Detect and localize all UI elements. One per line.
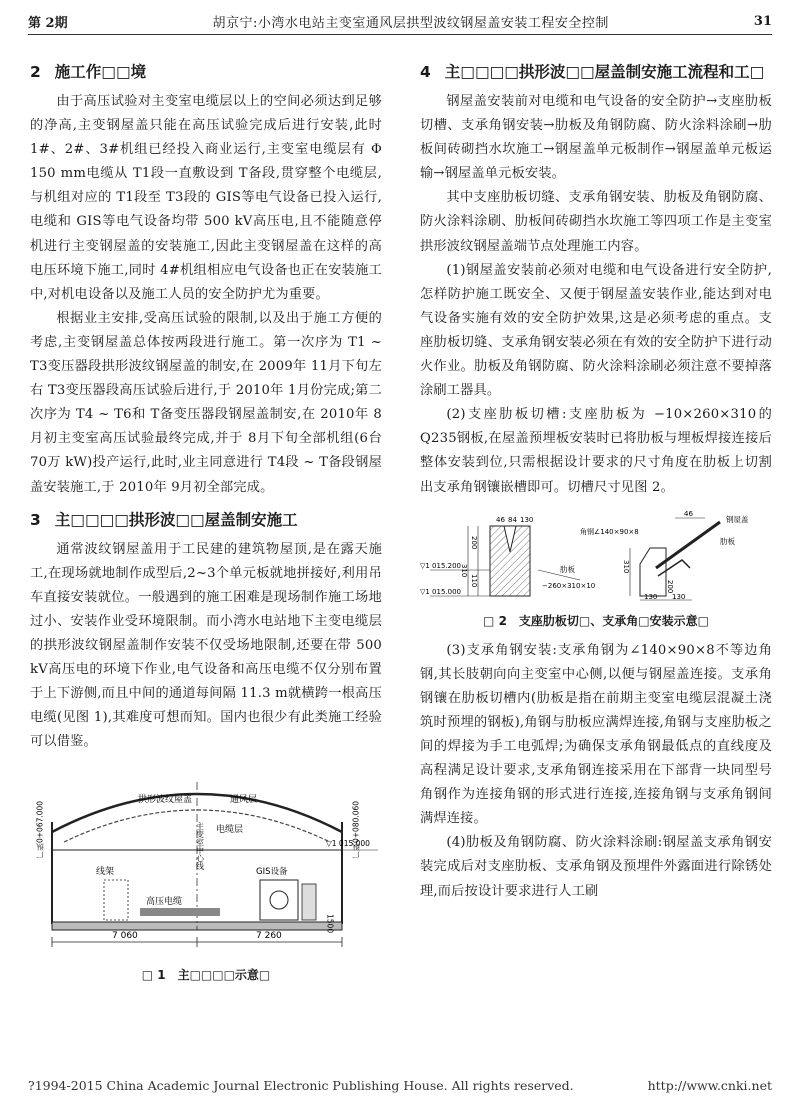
dim-110: 110 — [470, 573, 478, 587]
paragraph: (4)肋板及角钢防腐、防火涂料涂刷:钢屋盖支承角钢安装完成后对支座肋板、支承角钢及预埋件外露面进行除锈处理,而后按设计要求进行人工刷 — [420, 835, 772, 899]
figure-2-drawing — [420, 508, 772, 604]
dim-310b: 310 — [622, 559, 630, 573]
section-title: 施工作□□境 — [54, 63, 147, 81]
figure-1-caption: □ 1 主□□□□示意□ — [141, 968, 271, 983]
section-number: 4 — [420, 63, 431, 81]
label-elev-top: ▽1 015.000 — [326, 839, 370, 849]
figure-1 — [30, 762, 382, 983]
label-gis: GIS设备 — [256, 867, 288, 878]
label-rib-spec: −260×310×10 — [542, 581, 596, 590]
running-title: 胡京宁:小湾水电站主变室通风层拱型波纹钢屋盖安装工程安全控制 — [212, 15, 609, 31]
page-footer — [28, 1078, 772, 1093]
section-2-heading — [30, 60, 382, 84]
section-title: 主□□□□拱形波□□屋盖制安施工流程和工□ — [444, 63, 765, 81]
dim-46b: 46 — [684, 509, 693, 518]
elev-1015000: ▽1 015.000 — [420, 587, 462, 596]
section-3-heading — [30, 508, 382, 532]
paragraph: (3)支承角钢安装:支承角钢为∠140×90×8不等边角钢,其长肢朝向向主变室中心侧,以便与钢屋盖连接。支承角钢镶在肋板切槽内(肋板是指在前期主变室电缆层混凝土浇筑时预埋的钢板),角钢与肋板应满焊连接,角钢与支座肋板之间的焊接为手工电弧焊;为确保支承角钢最低点的直线度及高程满足设计要求,支承角钢连接采用在下部背一块同型号角钢作为连接角钢的形式进行连接,连接角钢与支承角钢间满焊连接。 — [420, 642, 772, 827]
dim-200: 200 — [470, 535, 478, 549]
section-number: 3 — [30, 510, 41, 529]
dim-130: 130 — [520, 515, 534, 524]
label-rib: 肋板 — [560, 564, 575, 574]
label-rack: 线架 — [96, 867, 115, 878]
left-column — [30, 54, 382, 993]
label-elev-left: 厂纵0+067.000 — [35, 801, 45, 859]
label-rib2: 肋板 — [720, 536, 735, 546]
dim-200b: 200 — [666, 579, 674, 593]
figure-1-drawing — [30, 762, 382, 958]
dim-130a: 130 — [644, 592, 658, 601]
right-column — [420, 54, 772, 904]
label-axis: 主变室中心线 — [195, 822, 205, 871]
label-elev-right: 厂纵0+080.060 — [351, 801, 361, 859]
paragraph: 其中支座肋板切缝、支承角钢安装、肋板及角钢防腐、防火涂料涂刷、肋板间砖砌挡水坎施工等四项工作是主变室拱形波纹钢屋盖端节点处理施工内容。 — [420, 190, 772, 254]
label-hv-cable: 高压电缆 — [146, 897, 183, 908]
label-angle: 角钢∠140×90×8 — [580, 527, 639, 536]
page-number: 31 — [753, 13, 772, 29]
section-4-heading — [420, 60, 772, 84]
figure-2 — [420, 508, 772, 629]
paragraph: 由于高压试验对主变室电缆层以上的空间必须达到足够的净高,主变钢屋盖只能在高压试验完成后进行安装,此时 1#、2#、3#机组已经投入商业运行,主变室电缆层有 Φ 150 mm电缆从 T1段一直敷设到 T备段,贯穿整个电缆层,与机组对应的 T1段至 T3段的 GIS等电气设备已投入运行,电缆和 GIS等电气设备均带 500 kV高压电,且不能随意停机进行主变钢屋盖的安装施工,因此主变钢屋盖在这样的高电压环境下施工,同时 4#机组相应电气设备也正在安装施工中,对机电设备以及施工人员的安全防护尤为重要。 — [30, 94, 382, 302]
paragraph: 钢屋盖安装前对电缆和电气设备的安全防护→支座肋板切槽、支承角钢安装→肋板及角钢防腐、防火涂料涂刷→肋板间砖砌挡水坎施工→钢屋盖单元板制作→钢屋盖单元板运输→钢屋盖单元板安装。 — [420, 94, 772, 182]
section-number: 2 — [30, 63, 41, 81]
figure-2-caption: □ 2 支座肋板切□、支承角□安装示意□ — [483, 613, 709, 628]
label-roof: 钢屋盖 — [726, 514, 749, 524]
label-dim-left: 7 060 — [112, 931, 138, 942]
section-title: 主□□□□拱形波□□屋盖制安施工 — [54, 510, 298, 529]
issue-number: 第 2期 — [28, 15, 68, 31]
paragraph: (1)钢屋盖安装前必须对电缆和电气设备进行安全防护,怎样防护施工既安全、又便于钢屋盖安装作业,能达到对电气设备实施有效的安全防护效果,这是必须考虑的重点。支座肋板切缝、支承角钢安装必须在有效的安全防护下进行动火作业。肋板及角钢防腐、防火涂料涂刷必须注意不要掉落涂刷工器具。 — [420, 262, 772, 399]
label-roof: 拱形波纹屋盖 — [138, 795, 193, 806]
label-dim-h: 1500 — [325, 914, 335, 934]
site-url: http://www.cnki.net — [647, 1078, 772, 1093]
dim-310: 310 — [460, 563, 468, 577]
dim-84: 84 — [508, 515, 517, 524]
copyright-notice: ?1994-2015 China Academic Journal Electronic Publishing House. All rights reserved. — [28, 1078, 574, 1093]
label-dim-right: 7 260 — [256, 931, 282, 942]
paragraph: (2)支座肋板切槽:支座肋板为 −10×260×310的 Q235钢板,在屋盖预埋板安装时已将肋板与埋板焊接连接后整体安装到位,只需根据设计要求的尺寸角度在肋板上切割出支承角钢镶嵌槽即可。切槽尺寸见图 2。 — [420, 407, 772, 495]
page-header — [28, 8, 772, 35]
label-cable-layer: 电缆层 — [216, 825, 244, 836]
label-vent: 通风层 — [230, 795, 258, 806]
dim-130b: 130 — [672, 592, 686, 601]
dim-46: 46 — [496, 515, 505, 524]
paragraph: 通常波纹钢屋盖用于工民建的建筑物屋顶,是在露天施工,在现场就地制作成型后,2~3个单元板就地拼接好,利用吊车直接安装就位。一般遇到的施工困难是现场制作施工场地过小、安装作业受环境限制。而小湾水电站地下主变电缆层的拱形波纹钢屋盖制作安装不仅受场地限制,还要在带 500 kV高压电的环境下作业,电气设备和高压电缆不仅分别布置于上下游侧,而且中间的通道每间隔 11.3 m就横跨一根高压电缆(见图 1),其难度可想而知。国内也很少有此类施工经验可以借鉴。 — [30, 541, 382, 750]
paragraph: 根据业主安排,受高压试验的限制,以及出于施工方便的考虑,主变钢屋盖总体按两段进行施工。第一次序为 T1 ~ T3变压器段拱形波纹钢屋盖的制安,在 2009年 11月下旬左右 T3变压器段高压试验后进行,于 2010年 1月份完成;第二次序为 T4 ~ T6和 T备变压器段钢屋盖制安,在 2010年 8月初主变室高压试验最终完成,并于 8月下旬全部机组(6台 70万 kW)投产运行,此时,业主同意进行 T4段 ~ T备段钢屋盖安装施工,于 2010年 9月初全部完成。 — [30, 310, 382, 495]
elev-1015200: ▽1 015.200 — [420, 561, 462, 570]
